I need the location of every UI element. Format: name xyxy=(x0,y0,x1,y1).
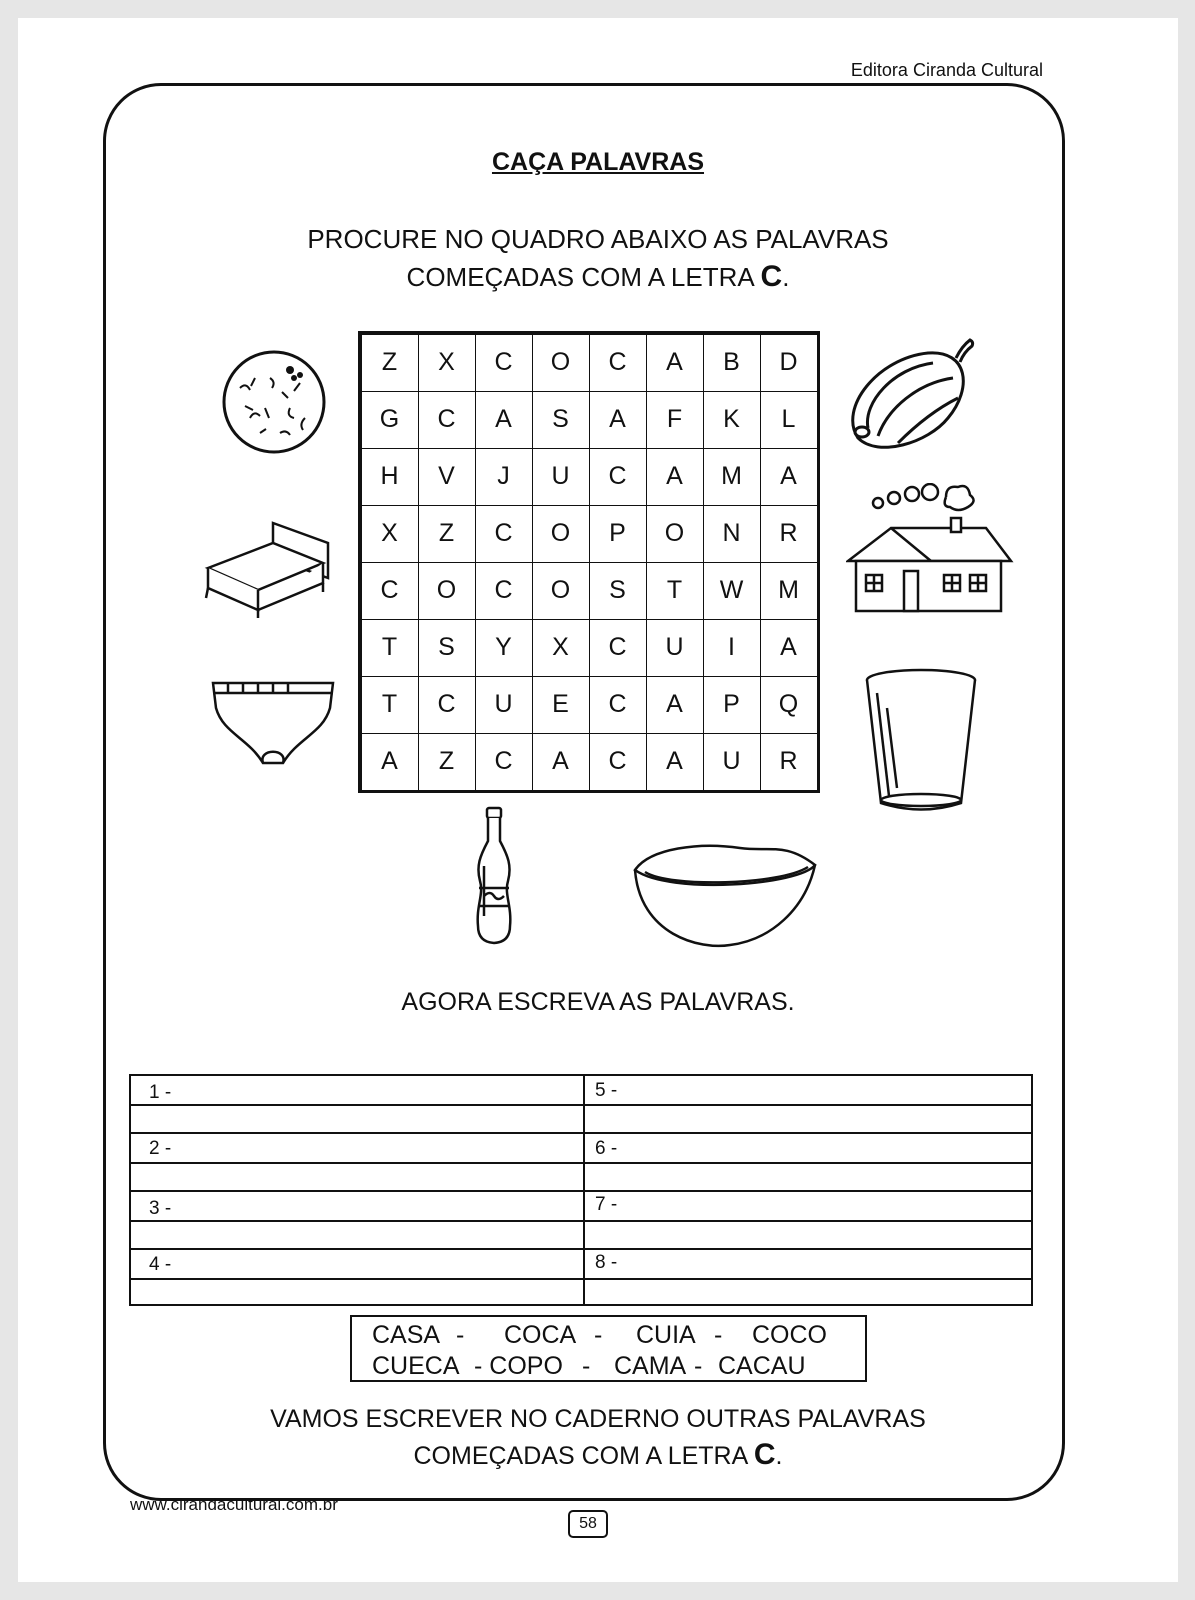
answer-label: 7 - xyxy=(595,1194,618,1215)
grid-cell: A xyxy=(532,733,590,791)
grid-cell: P xyxy=(589,505,647,563)
grid-cell: U xyxy=(703,733,761,791)
instruction-line-1: PROCURE NO QUADRO ABAIXO AS PALAVRAS xyxy=(307,224,889,254)
bowl-icon xyxy=(630,840,820,950)
word-bank-row-2: CUECA - COPO - CAMA - CACAU xyxy=(372,1352,806,1380)
grid-cell: X xyxy=(532,619,590,677)
grid-cell: C xyxy=(589,448,647,506)
grid-cell: C xyxy=(418,391,476,449)
answer-label: 6 - xyxy=(595,1138,618,1159)
grid-cell: U xyxy=(646,619,704,677)
grid-cell: F xyxy=(646,391,704,449)
grid-cell: U xyxy=(532,448,590,506)
grid-cell: L xyxy=(760,391,818,449)
grid-cell: S xyxy=(589,562,647,620)
grid-cell: P xyxy=(703,676,761,734)
grid-cell: M xyxy=(703,448,761,506)
closing-line-2: COMEÇADAS COM A LETRA C. xyxy=(413,1438,783,1471)
grid-cell: M xyxy=(760,562,818,620)
grid-cell: E xyxy=(532,676,590,734)
grid-cell: O xyxy=(532,334,590,392)
grid-cell: Z xyxy=(418,505,476,563)
grid-cell: S xyxy=(532,391,590,449)
rule-line xyxy=(131,1248,1031,1250)
grid-cell: Q xyxy=(760,676,818,734)
grid-cell: D xyxy=(760,334,818,392)
house-icon xyxy=(846,483,1016,613)
closing-line-1: VAMOS ESCREVER NO CADERNO OUTRAS PALAVRAS xyxy=(270,1405,926,1433)
word-bank xyxy=(350,1315,867,1382)
publisher-name: Editora Ciranda Cultural xyxy=(850,60,1043,80)
grid-cell: I xyxy=(703,619,761,677)
grid-cell: C xyxy=(589,733,647,791)
answer-label: 1 - xyxy=(149,1082,172,1103)
answer-label: 8 - xyxy=(595,1252,618,1273)
grid-cell: V xyxy=(418,448,476,506)
grid-cell: A xyxy=(646,448,704,506)
word-bank-row-1: CASA - COCA - CUIA - COCO xyxy=(372,1321,827,1349)
grid-cell: S xyxy=(418,619,476,677)
grid-cell: A xyxy=(646,733,704,791)
coconut-icon xyxy=(220,348,330,458)
page-number: 58 xyxy=(568,1510,608,1538)
grid-cell: O xyxy=(532,505,590,563)
grid-cell: K xyxy=(703,391,761,449)
closing-instructions xyxy=(18,1401,1178,1474)
rule-line xyxy=(131,1220,1031,1222)
grid-cell: W xyxy=(703,562,761,620)
grid-cell: Y xyxy=(475,619,533,677)
grid-cell: O xyxy=(418,562,476,620)
bottle-icon xyxy=(470,806,520,946)
rule-line xyxy=(131,1190,1031,1192)
grid-cell: C xyxy=(475,505,533,563)
grid-cell: U xyxy=(475,676,533,734)
page-title: CAÇA PALAVRAS xyxy=(491,148,705,176)
grid-cell: C xyxy=(589,676,647,734)
answer-label: 2 - xyxy=(149,1138,172,1159)
answer-label: 4 - xyxy=(149,1254,172,1275)
underwear-icon xyxy=(208,678,338,768)
grid-cell: C xyxy=(475,562,533,620)
grid-cell: T xyxy=(361,619,419,677)
answer-label: 5 - xyxy=(595,1080,618,1101)
grid-cell: R xyxy=(760,733,818,791)
grid-cell: Z xyxy=(361,334,419,392)
grid-cell: A xyxy=(646,676,704,734)
grid-cell: J xyxy=(475,448,533,506)
grid-cell: C xyxy=(361,562,419,620)
grid-cell: G xyxy=(361,391,419,449)
grid-cell: A xyxy=(589,391,647,449)
rule-line xyxy=(131,1278,1031,1280)
grid-cell: C xyxy=(475,733,533,791)
grid-cell: C xyxy=(418,676,476,734)
grid-cell: T xyxy=(361,676,419,734)
letter-c: C xyxy=(760,260,783,293)
grid-cell: H xyxy=(361,448,419,506)
rule-line xyxy=(131,1132,1031,1134)
grid-cell: R xyxy=(760,505,818,563)
instructions xyxy=(18,220,1178,296)
rule-line xyxy=(131,1162,1031,1164)
grid-cell: X xyxy=(418,334,476,392)
worksheet-page xyxy=(18,18,1178,1582)
grid-cell: A xyxy=(646,334,704,392)
cacao-pod-icon xyxy=(838,328,978,468)
word-search-grid xyxy=(358,331,820,793)
grid-cell: A xyxy=(760,448,818,506)
answer-label: 3 - xyxy=(149,1198,172,1219)
grid-cell: T xyxy=(646,562,704,620)
grid-cell: A xyxy=(760,619,818,677)
glass-cup-icon xyxy=(863,668,983,818)
grid-cell: A xyxy=(475,391,533,449)
grid-cell: Z xyxy=(418,733,476,791)
write-prompt: AGORA ESCREVA AS PALAVRAS. xyxy=(401,988,795,1016)
rule-line xyxy=(131,1104,1031,1106)
grid-cell: A xyxy=(361,733,419,791)
grid-cell: C xyxy=(475,334,533,392)
website-url: www.cirandacultural.com.br xyxy=(130,1495,338,1514)
answer-table xyxy=(129,1074,1033,1306)
grid-cell: B xyxy=(703,334,761,392)
letter-c: C xyxy=(753,1438,776,1471)
grid-cell: C xyxy=(589,334,647,392)
grid-cell: O xyxy=(646,505,704,563)
grid-cell: N xyxy=(703,505,761,563)
grid-cell: C xyxy=(589,619,647,677)
grid-cell: X xyxy=(361,505,419,563)
bed-icon xyxy=(198,518,338,618)
instruction-line-2: COMEÇADAS COM A LETRA C. xyxy=(406,260,790,293)
grid-cell: O xyxy=(532,562,590,620)
